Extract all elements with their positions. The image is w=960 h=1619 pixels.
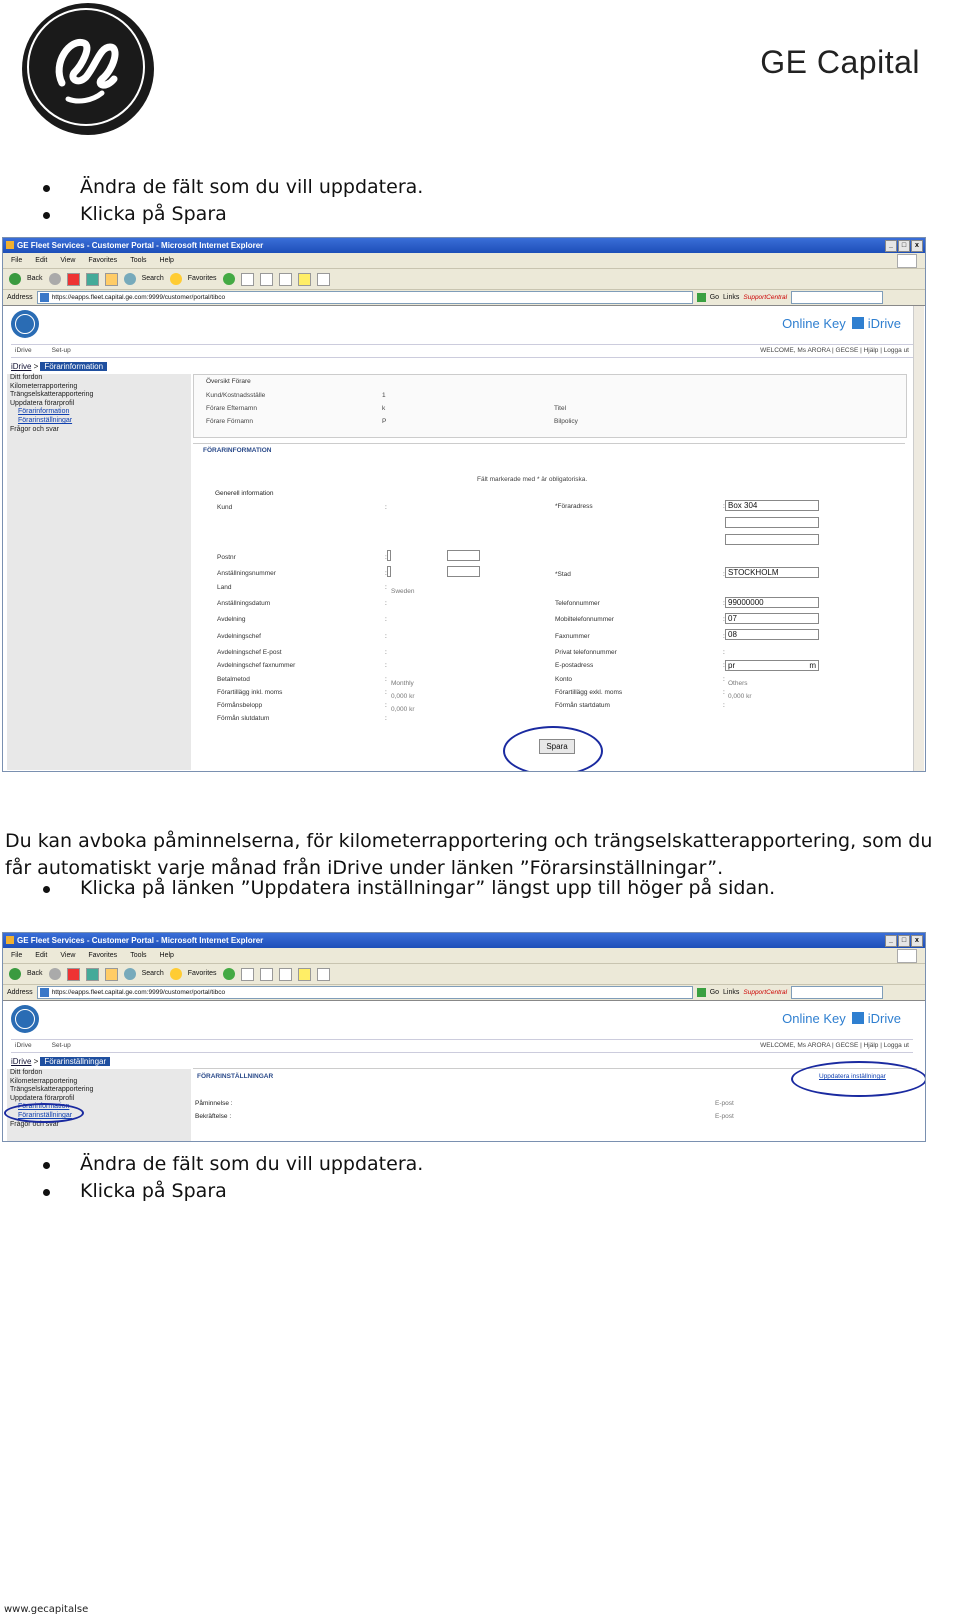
close-button[interactable]: x (911, 935, 923, 947)
window-title: GE Fleet Services - Customer Portal - Microsoft Internet Explorer (17, 936, 264, 945)
form-label-left: Anställningsdatum (217, 600, 271, 607)
crumb-idrive[interactable]: iDrive (11, 1057, 32, 1066)
menu-favorites[interactable]: Favorites (88, 952, 118, 959)
colon: : (385, 676, 387, 683)
colon: : (385, 633, 387, 640)
address-input-1[interactable]: Box 304 (725, 500, 819, 511)
confirmation-label: Bekräftelse : (195, 1113, 232, 1120)
form-label-left: Avdelning (217, 616, 246, 623)
search-icon[interactable] (124, 968, 136, 980)
confirmation-value: E-post (715, 1113, 734, 1120)
nav-setup[interactable]: Set-up (51, 1042, 71, 1049)
mail-icon[interactable] (241, 273, 254, 286)
form-label-right: Mobiltelefonnummer (555, 616, 614, 623)
mobile-input[interactable]: 07 (725, 613, 819, 624)
maximize-button[interactable]: □ (898, 935, 910, 947)
portal-nav (11, 344, 913, 358)
menu-file[interactable]: File (11, 257, 23, 264)
brand-name: GE Capital (760, 44, 920, 80)
form-label-right: *Föraradress (555, 503, 593, 510)
menu-view[interactable]: View (60, 257, 76, 264)
sidebar-item-congestion[interactable]: Trängselskatterapportering (10, 1086, 94, 1094)
overview-value: 1 (382, 392, 386, 399)
search-button[interactable]: Search (141, 970, 164, 977)
mail-icon[interactable] (241, 968, 254, 981)
footer-url: www.gecapitalse (4, 1604, 89, 1615)
menu-view[interactable]: View (60, 952, 76, 959)
sidebar-item-faq[interactable]: Frågor och svar (10, 1120, 60, 1128)
info-paragraph: Du kan avboka påminnelserna, för kilometerrapportering och trängselskatterapportering, som du får automatiskt varje månad från iDrive under länken ”Förarsinställningar”. (5, 830, 933, 879)
colon: : (723, 503, 725, 510)
url-input[interactable]: https://eapps.fleet.capital.ge.com:9999/customer/portal/tibco (37, 291, 693, 304)
star-icon[interactable] (170, 273, 182, 285)
update-settings-link[interactable]: Uppdatera inställningar (819, 1073, 886, 1080)
sidebar-item-vehicle[interactable]: Ditt fordon (10, 1069, 43, 1076)
breadcrumb: iDrive > Förarinställningar (11, 1056, 110, 1067)
general-info-heading: Generell information (215, 490, 274, 497)
menu-favorites[interactable]: Favorites (88, 257, 118, 264)
search-icon[interactable] (124, 273, 136, 285)
form-label-left: Avdelningschef faxnummer (217, 662, 296, 669)
sidebar-sub-settings[interactable]: Förarinställningar (18, 416, 73, 424)
employee-number-input-2[interactable] (447, 566, 480, 577)
breadcrumb: iDrive > Förarinformation (11, 361, 107, 372)
form-label-right: Förmån startdatum (555, 702, 610, 709)
overview-value: P (382, 418, 387, 425)
form-label-left: Anställningsnummer (217, 570, 276, 577)
sidebar-sub-info[interactable]: Förarinformation (18, 408, 70, 416)
form-label-right: Telefonnummer (555, 600, 600, 607)
folder-icon[interactable] (298, 968, 311, 981)
address-bar (3, 290, 925, 306)
minimize-button[interactable]: _ (885, 935, 897, 947)
home-icon[interactable] (105, 273, 118, 286)
address-input-2[interactable] (725, 517, 819, 528)
overview-label: Förare Förnamn (206, 418, 253, 425)
go-arrow-icon[interactable] (697, 988, 706, 997)
colon: : (385, 662, 387, 669)
idrive-text: iDrive (867, 316, 901, 331)
colon: : (723, 676, 725, 683)
colon: : (723, 616, 725, 623)
nav-idrive[interactable]: iDrive (15, 1042, 32, 1049)
form-label-left: Kund (217, 504, 233, 511)
instruction-item: Klicka på Spara (40, 201, 423, 228)
menu-tools[interactable]: Tools (130, 257, 147, 264)
toolbar (3, 269, 925, 290)
colon: : (385, 689, 387, 696)
form-label-left: Land (217, 584, 232, 591)
colon: : (385, 702, 387, 709)
overview-box (193, 374, 907, 438)
back-arrow-icon[interactable] (9, 968, 21, 980)
toolbar-dropdown[interactable] (791, 986, 883, 999)
sidebar-item-faq[interactable]: Frågor och svar (10, 425, 60, 433)
reminder-label: Påminnelse : (195, 1100, 233, 1107)
idrive-text: iDrive (867, 1011, 901, 1026)
links-label[interactable]: Links (723, 989, 740, 996)
online-key-logo (782, 316, 901, 331)
go-arrow-icon[interactable] (697, 293, 706, 302)
toolbar-dropdown[interactable] (791, 291, 883, 304)
browser-window-2 (2, 932, 926, 1142)
form-label-left: Avdelningschef (217, 633, 261, 640)
ie-icon (6, 936, 14, 944)
highlight-circle-sidebar (4, 1103, 84, 1123)
address-label: Address (7, 294, 33, 301)
home-icon[interactable] (105, 968, 118, 981)
reminder-value: E-post (715, 1100, 734, 1107)
colon: : (723, 571, 725, 578)
overview-title: Översikt Förare (206, 378, 251, 385)
instruction-item: Klicka på Spara (40, 1178, 423, 1205)
section-title: FÖRARINSTÄLLNINGAR (197, 1073, 274, 1080)
konto-value: Others (728, 680, 748, 687)
instruction-list-top (40, 174, 423, 228)
portal-page (3, 1001, 925, 1142)
windows-logo-icon (897, 949, 917, 963)
betalmetod-value: Monthly (391, 680, 414, 687)
fax-input[interactable]: 08 (725, 629, 819, 640)
address-input-3[interactable] (725, 534, 819, 545)
employee-number-input[interactable] (387, 566, 391, 577)
support-central-link[interactable]: SupportCentral (743, 989, 788, 996)
form-label-right: Förartillägg exkl. moms (555, 689, 623, 696)
url-input[interactable]: https://eapps.fleet.capital.ge.com:9999/customer/portal/tibco (37, 986, 693, 999)
colon: : (385, 649, 387, 656)
colon: : (723, 649, 725, 656)
highlight-circle (503, 726, 603, 772)
ge-monogram-icon (22, 3, 154, 135)
address-label: Address (7, 989, 33, 996)
crumb-current: Förarinställningar (40, 1057, 110, 1066)
online-key-logo (782, 1011, 901, 1026)
overview-label: Bilpolicy (554, 418, 578, 425)
print-icon[interactable] (260, 273, 273, 286)
ie-icon (6, 241, 14, 249)
form-label-left: Postnr (217, 554, 236, 561)
menu-edit[interactable]: Edit (35, 257, 48, 264)
required-note: Fält markerade med * är obligatoriska. (477, 476, 588, 483)
ge-logo (22, 3, 154, 135)
nav-idrive[interactable]: iDrive (15, 347, 32, 354)
welcome-bar[interactable]: WELCOME, Ms ARORA | GECSE | Hjälp | Logga ut (760, 347, 909, 354)
refresh-icon[interactable] (86, 273, 99, 286)
stop-icon[interactable] (67, 968, 80, 981)
ge-portal-logo (11, 1005, 39, 1033)
postnr-input-2[interactable] (447, 550, 480, 561)
toolbar (3, 964, 925, 985)
colon: : (385, 554, 387, 561)
menu-bar (3, 253, 925, 269)
windows-logo-icon (897, 254, 917, 268)
nav-setup[interactable]: Set-up (51, 347, 71, 354)
tillagg-exkl-value: 0,000 kr (728, 693, 752, 700)
portal-page (3, 306, 925, 772)
scrollbar[interactable] (913, 306, 924, 772)
colon: : (723, 689, 725, 696)
land-value: Sweden (391, 588, 415, 595)
edit-icon[interactable] (279, 273, 292, 286)
history-icon[interactable] (223, 273, 235, 285)
colon: : (723, 633, 725, 640)
postnr-input[interactable] (387, 550, 391, 561)
form-label-left: Förartillägg inkl. moms (217, 689, 283, 696)
sidebar-item-vehicle[interactable]: Ditt fordon (10, 374, 43, 381)
sidebar (10, 374, 190, 434)
back-button[interactable]: Back (27, 970, 43, 977)
messenger-icon[interactable] (317, 968, 330, 981)
messenger-icon[interactable] (317, 273, 330, 286)
instruction-item: Ändra de fält som du vill uppdatera. (40, 174, 423, 201)
crumb-current: Förarinformation (40, 362, 107, 371)
instruction-list-mid (40, 875, 775, 902)
colon: : (385, 616, 387, 623)
overview-label: Titel (554, 405, 567, 412)
form-label-left: Förmån slutdatum (217, 715, 270, 722)
edit-icon[interactable] (279, 968, 292, 981)
close-button[interactable]: x (911, 240, 923, 252)
tillagg-inkl-value: 0,000 kr (391, 693, 415, 700)
form-label-right: Faxnummer (555, 633, 590, 640)
minimize-button[interactable]: _ (885, 240, 897, 252)
go-button[interactable]: Go (709, 989, 720, 996)
form-label-left: Förmånsbelopp (217, 702, 263, 709)
sidebar-item-profile[interactable]: Uppdatera förarprofil (10, 399, 75, 407)
colon: : (385, 504, 387, 511)
window-title: GE Fleet Services - Customer Portal - Microsoft Internet Explorer (17, 241, 264, 250)
colon: : (385, 715, 387, 722)
sidebar-sub-settings[interactable]: Förarinställningar (18, 1111, 73, 1119)
highlight-circle-link (791, 1061, 926, 1097)
instruction-list-bottom (40, 1151, 423, 1205)
phone-input[interactable]: 99000000 (725, 597, 819, 608)
form-label-right: E-postadress (555, 662, 594, 669)
sidebar-item-profile[interactable]: Uppdatera förarprofil (10, 1094, 75, 1102)
colon: : (723, 600, 725, 607)
form-label-right: *Stad (555, 571, 571, 578)
sidebar-item-congestion[interactable]: Trängselskatterapportering (10, 391, 94, 399)
maximize-button[interactable]: □ (898, 240, 910, 252)
favorites-button[interactable]: Favorites (187, 970, 217, 977)
print-icon[interactable] (260, 968, 273, 981)
colon: : (385, 584, 387, 591)
menu-file[interactable]: File (11, 952, 23, 959)
overview-value: k (382, 405, 386, 412)
sidebar-item-km[interactable]: Kilometerrapportering (10, 1077, 78, 1085)
idrive-icon (852, 317, 864, 329)
forward-arrow-icon[interactable] (49, 968, 61, 980)
star-icon[interactable] (170, 968, 182, 980)
refresh-icon[interactable] (86, 968, 99, 981)
favorites-button[interactable]: Favorites (187, 275, 217, 282)
overview-label: Kund/Kostnadsställe (206, 392, 266, 399)
instruction-item: Klicka på länken ”Uppdatera inställningar” längst upp till höger på sidan. (40, 875, 775, 902)
online-key-text: Online Key (782, 316, 846, 331)
overview-label: Förare Efternamn (206, 405, 257, 412)
menu-help[interactable]: Help (159, 952, 174, 959)
email-input[interactable]: pr m (725, 660, 819, 671)
city-input[interactable]: STOCKHOLM (725, 567, 819, 578)
online-key-text: Online Key (782, 1011, 846, 1026)
save-button[interactable]: Spara (539, 739, 575, 754)
address-bar (3, 985, 925, 1001)
forward-arrow-icon[interactable] (49, 273, 61, 285)
form-label-right: Konto (555, 676, 572, 683)
search-button[interactable]: Search (141, 275, 164, 282)
menu-edit[interactable]: Edit (35, 952, 48, 959)
formansbelopp-value: 0,000 kr (391, 706, 415, 713)
crumb-idrive[interactable]: iDrive (11, 362, 32, 371)
form-label-left: Avdelningschef E-post (217, 649, 282, 656)
browser-window-1 (2, 237, 926, 772)
colon: : (723, 702, 725, 709)
links-label[interactable]: Links (723, 294, 740, 301)
support-central-link[interactable]: SupportCentral (743, 294, 788, 301)
back-arrow-icon[interactable] (9, 273, 21, 285)
section-title: FÖRARINFORMATION (203, 447, 272, 454)
sidebar-item-km[interactable]: Kilometerrapportering (10, 382, 78, 390)
menu-help[interactable]: Help (159, 257, 174, 264)
idrive-icon (852, 1012, 864, 1024)
form-label-right: Privat telefonnummer (555, 649, 617, 656)
colon: : (385, 570, 387, 577)
colon: : (385, 600, 387, 607)
sidebar-sub-info[interactable]: Förarinformation (18, 1103, 70, 1111)
form-label-left: Betalmetod (217, 676, 250, 683)
portal-nav (11, 1039, 913, 1053)
ge-portal-logo (11, 310, 39, 338)
menu-tools[interactable]: Tools (130, 952, 147, 959)
go-button[interactable]: Go (709, 294, 720, 301)
menu-bar (3, 948, 925, 964)
history-icon[interactable] (223, 968, 235, 980)
folder-icon[interactable] (298, 273, 311, 286)
welcome-bar[interactable]: WELCOME, Ms ARORA | GECSE | Hjälp | Logga ut (760, 1042, 909, 1049)
instruction-item: Ändra de fält som du vill uppdatera. (40, 1151, 423, 1178)
back-button[interactable]: Back (27, 275, 43, 282)
stop-icon[interactable] (67, 273, 80, 286)
colon: : (723, 662, 725, 669)
